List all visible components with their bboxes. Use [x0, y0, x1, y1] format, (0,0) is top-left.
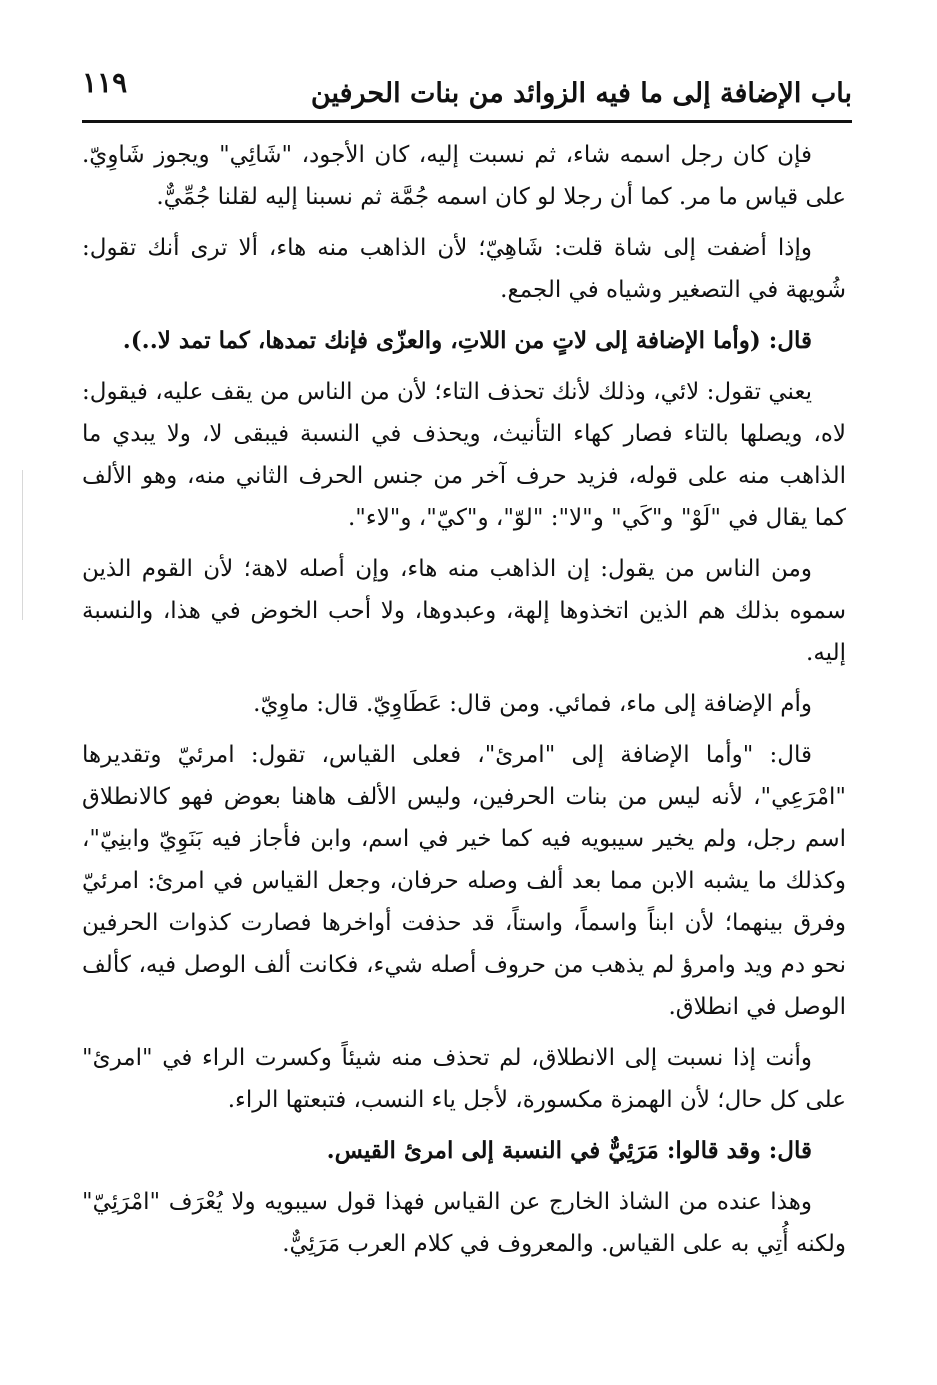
paragraph-7: وأنت إذا نسبت إلى الانطلاق، لم تحذف منه شيئاً وكسرت الراء في "امرئ" على كل حال؛ لأن الهمزة مكسورة، لأجل ياء النسب، فتبعتها الراء. — [82, 1045, 846, 1113]
page-body — [82, 134, 846, 1274]
paragraph-8: وهذا عنده من الشاذ الخارج عن القياس فهذا قول سيبويه ولا يُعْرَف "امْرَئِيّ" ولكنه أُتِي به على القياس. والمعروف في كلام العرب مَرَئِيٌّ. — [82, 1189, 846, 1257]
scan-margin-line — [22, 470, 23, 620]
chapter-title: باب الإضافة إلى ما فيه الزوائد من بنات الحرفين — [310, 78, 852, 109]
page-number: ١١٩ — [82, 66, 128, 99]
quoted-heading-2: قال: وقد قالوا: مَرَئِيٌّ في النسبة إلى امرئ القيس. — [326, 1137, 812, 1164]
header-divider — [82, 120, 852, 123]
paragraph-3: يعني تقول: لائي، وذلك لأنك تحذف التاء؛ لأن من الناس من يقف عليه، فيقول: لاه، ويصلها بالتاء فصار كهاء التأنيث، ويحذف في النسبة فيبقى لا، ولا يبدي ما الذاهب منه على قوله، فزيد حرف آخر من جنس الحرف الثاني منه، وهو الألف كما يقال في "لَوْ" و"كَي" و"لا": "لوّ"، و"كيّ"، و"لاء". — [82, 379, 846, 531]
paragraph-4: ومن الناس من يقول: إن الذاهب منه هاء، وإن أصله لاهة؛ لأن القوم الذين سموه بذلك هم الذين اتخذوها إلهة، وعبدوها، ولا أحب الخوض في هذا، والنسبة إليه. — [82, 556, 846, 666]
paragraph-5: وأم الإضافة إلى ماء، فمائي. ومن قال: عَطَاوِيّ. قال: ماوِيّ. — [253, 691, 812, 717]
paragraph-6: قال: "وأما الإضافة إلى "امرئ"، فعلى القياس، تقول: امرئيّ وتقديرها "امْرَعِي"، لأنه ليس من بنات الحرفين، وليس الألف هاهنا بعوض فهو كالانطلاق اسم رجل، ولم يخير سيبويه فيه كما خير في اسم، وابن فأجاز فيه بَنَوِيّ وابنِيّ"، وكذلك ما يشبه الابن مما بعد ألف وصله حرفان، وجعل القياس في امرئ: امرئيّ وفرق بينهما؛ لأن ابناً واسماً، واستاً، قد حذفت أواخرها فصارت كذوات الحرفين نحو دم ويد وامرؤ لم يذهب من حروف أصله شيء، فكانت ألف الوصل فيه، كألف الوصل في انطلاق. — [82, 742, 846, 1020]
running-header — [82, 58, 852, 120]
paragraph-1: فإن كان رجل اسمه شاء، ثم نسبت إليه، كان الأجود، "شَائِي" ويجوز شَاوِيّ. على قياس ما مر. كما أن رجلا لو كان اسمه جُمَّة ثم نسبنا إليه لقلنا جُمِّيٌّ. — [82, 142, 846, 210]
paragraph-2: وإذا أضفت إلى شاة قلت: شَاهِيّ؛ لأن الذاهب منه هاء، ألا ترى أنك تقول: شُويهة في التصغير وشياه في الجمع. — [82, 235, 846, 303]
quoted-heading-1: قال: (وأما الإضافة إلى لاتٍ من اللاتِ، والعزّى فإنك تمدها، كما تمد لا..). — [122, 327, 812, 354]
